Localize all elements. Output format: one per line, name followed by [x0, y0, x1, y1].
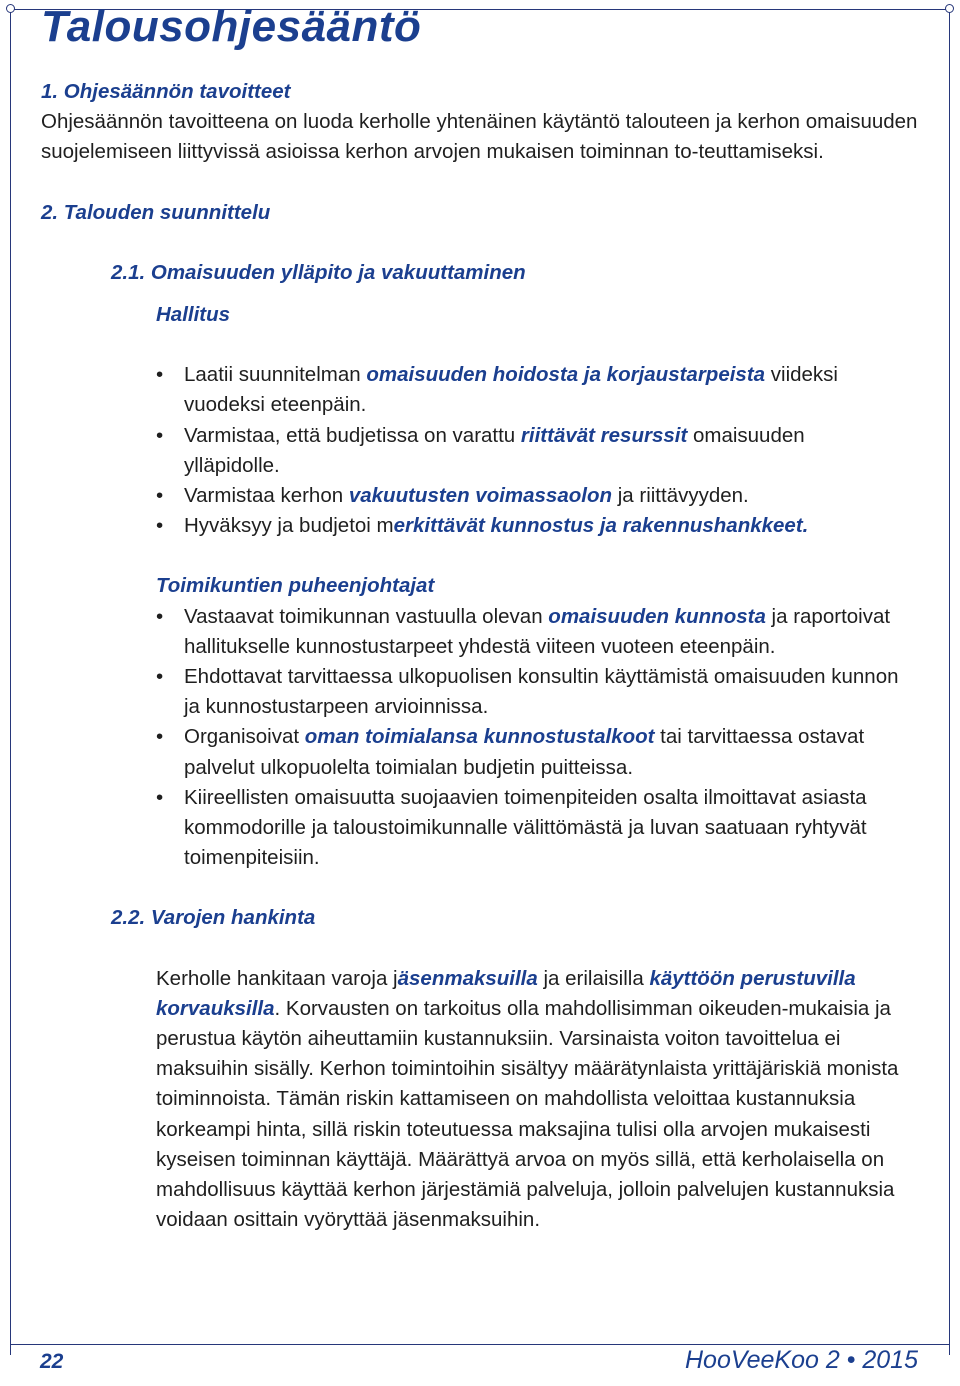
- section-2-heading: 2. Talouden suunnittelu: [41, 200, 271, 224]
- list-item: • Laatii suunnitelman omaisuuden hoidosta ja korjaustarpeista viideksi vuodeksi eteenpäin.: [156, 360, 896, 420]
- list-item: • Ehdottavat tarvittaessa ulkopuolisen konsultin käyttämistä omaisuuden kunnon ja kunnostustarpeen arvioinnissa.: [156, 662, 916, 722]
- right-rule: [949, 9, 950, 1355]
- corner-ring-left: [6, 4, 15, 13]
- page-number: 22: [40, 1350, 64, 1373]
- subsection-2-2-body: Kerholle hankitaan varoja jäsenmaksuilla ja erilaisilla käyttöön perustuvilla korvauksilla. Korvausten on tarkoitus olla mahdollisimman oikeuden-mukaisia ja perustua käytön aiheuttamiin kustannuksiin. Varsinaista voiton tavoittelua ei maksuihin sisälly. Kerhon toimintoihin sisältyy määrätynlaista yrittäjäriskiä monista toiminnoista. Tämän riskin kattamiseen on mahdollista veloittaa kustannuksia korkeampi hinta, sillä riskin toteutuessa maksajina tulisi olla arvojen mukaisesti kyseisen toiminnan käyttäjä. Määrättyä arvoa on myös sillä, että kerholaisella on mahdollisuus käyttää kerhon järjestämiä palveluja, jolloin palvelujen kustannuksia voidaan osittain vyöryttää jäsenmaksuihin.: [156, 966, 899, 1232]
- list-item: • Varmistaa kerhon vakuutusten voimassaolon ja riittävyyden.: [156, 481, 896, 511]
- section-1-body: Ohjesäännön tavoitteena on luoda kerholle yhtenäinen käytäntö talouteen ja kerhon omaisuuden suojelemiseen liittyvissä asioissa kerhon arvojen mukaisen toiminnan to-teuttamiseksi.: [41, 110, 918, 164]
- corner-ring-right: [945, 4, 954, 13]
- page-title: Talousohjesääntö: [41, 2, 422, 51]
- list-item: • Vastaavat toimikunnan vastuulla olevan omaisuuden kunnosta ja raportoivat hallitukselle kunnostustarpeet yhdestä viiteen vuoteen eteenpäin.: [156, 602, 916, 662]
- list-item: • Kiireellisten omaisuutta suojaavien toimenpiteiden osalta ilmoittavat asiasta kommodorille ja taloustoimikunnalle välittömästä ja luvan saatuaan ryhtyvät toimenpiteisiin.: [156, 783, 916, 874]
- subsection-2-2-heading: 2.2. Varojen hankinta: [111, 906, 316, 930]
- subsection-2-1-heading: 2.1. Omaisuuden ylläpito ja vakuuttaminen: [111, 260, 526, 284]
- list-item: • Varmistaa, että budjetissa on varattu riittävät resurssit omaisuuden ylläpidolle.: [156, 421, 896, 481]
- list-item: • Hyväksyy ja budjetoi merkittävät kunnostus ja rakennushankkeet.: [156, 511, 896, 541]
- section-1-heading: 1. Ohjesäännön tavoitteet: [41, 80, 291, 103]
- document-body: [41, 77, 931, 1236]
- footer-brand: HooVeeKoo 2 • 2015: [684, 1346, 918, 1374]
- bottom-rule: [10, 1344, 950, 1345]
- group-toimikunnat-title: Toimikuntien puheenjohtajat: [156, 574, 435, 598]
- left-rule: [10, 9, 11, 1355]
- group-hallitus-title: Hallitus: [156, 303, 231, 327]
- toimikunnat-list: [156, 602, 916, 874]
- list-item: • Organisoivat oman toimialansa kunnostustalkoot tai tarvittaessa ostavat palvelut ulkopuolelta toimialan budjetin puitteissa.: [156, 722, 916, 782]
- hallitus-list: [156, 360, 896, 541]
